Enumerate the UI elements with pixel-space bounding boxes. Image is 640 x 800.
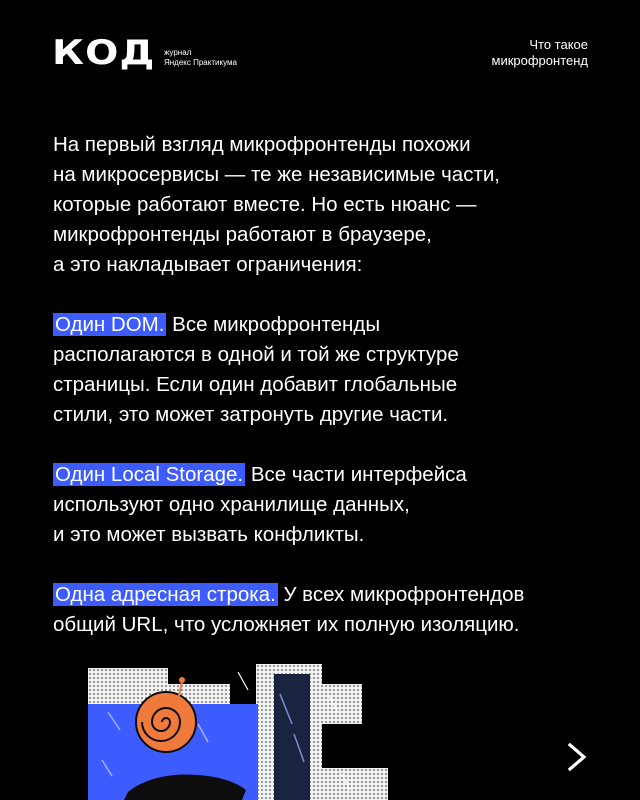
dark-panel: [274, 674, 310, 800]
logo-subtitle-line-1: журнал: [163, 48, 192, 57]
intro-line: которые работают вместе. Но есть нюанс —: [53, 193, 477, 216]
highlight-term: Один Local Storage.: [55, 463, 244, 486]
point-local-storage: [53, 460, 613, 550]
topic-title-line-1: Что такое: [529, 37, 588, 52]
point-line: страницы. Если один добавит глобальные: [53, 373, 458, 396]
intro-line: а это накладывает ограничения:: [53, 253, 363, 276]
point-one-dom: [53, 310, 613, 430]
intro-paragraph: [53, 130, 613, 280]
point-line: [53, 460, 613, 490]
topic-title: [492, 37, 588, 69]
point-line: общий URL, что усложняет их полную изоляцию.: [53, 613, 520, 636]
point-line: стили, это может затронуть другие части.: [53, 403, 449, 426]
point-line: и это может вызвать конфликты.: [53, 523, 365, 546]
topic-title-line-2: микрофронтенд: [491, 53, 588, 68]
point-lead: Все микрофронтенды: [166, 313, 381, 336]
point-line: располагаются в одной и той же структуре: [53, 343, 459, 366]
logo-word: КОД: [52, 33, 156, 73]
point-lead: Все части интерфейса: [245, 463, 467, 486]
logo: [52, 33, 237, 73]
highlight-term: Одна адресная строка.: [55, 583, 276, 606]
highlight-term: Один DOM.: [55, 313, 165, 336]
point-lead: У всех микрофронтендов: [277, 583, 525, 606]
snail-illustration: [88, 664, 388, 800]
point-address-bar: [53, 580, 613, 640]
intro-line: На первый взгляд микрофронтенды похожи: [53, 133, 471, 156]
logo-subtitle-line-2: Яндекс Практикума: [163, 58, 237, 67]
point-line: используют одно хранилище данных,: [53, 493, 410, 516]
chevron-right-icon[interactable]: [566, 742, 588, 772]
point-line: [53, 580, 613, 610]
intro-line: микрофронтенды работают в браузере,: [53, 223, 432, 246]
logo-subtitle: [164, 48, 237, 70]
point-line: [53, 310, 613, 340]
intro-line: на микросервисы — те же независимые части,: [53, 163, 500, 186]
article-body: [53, 130, 613, 670]
